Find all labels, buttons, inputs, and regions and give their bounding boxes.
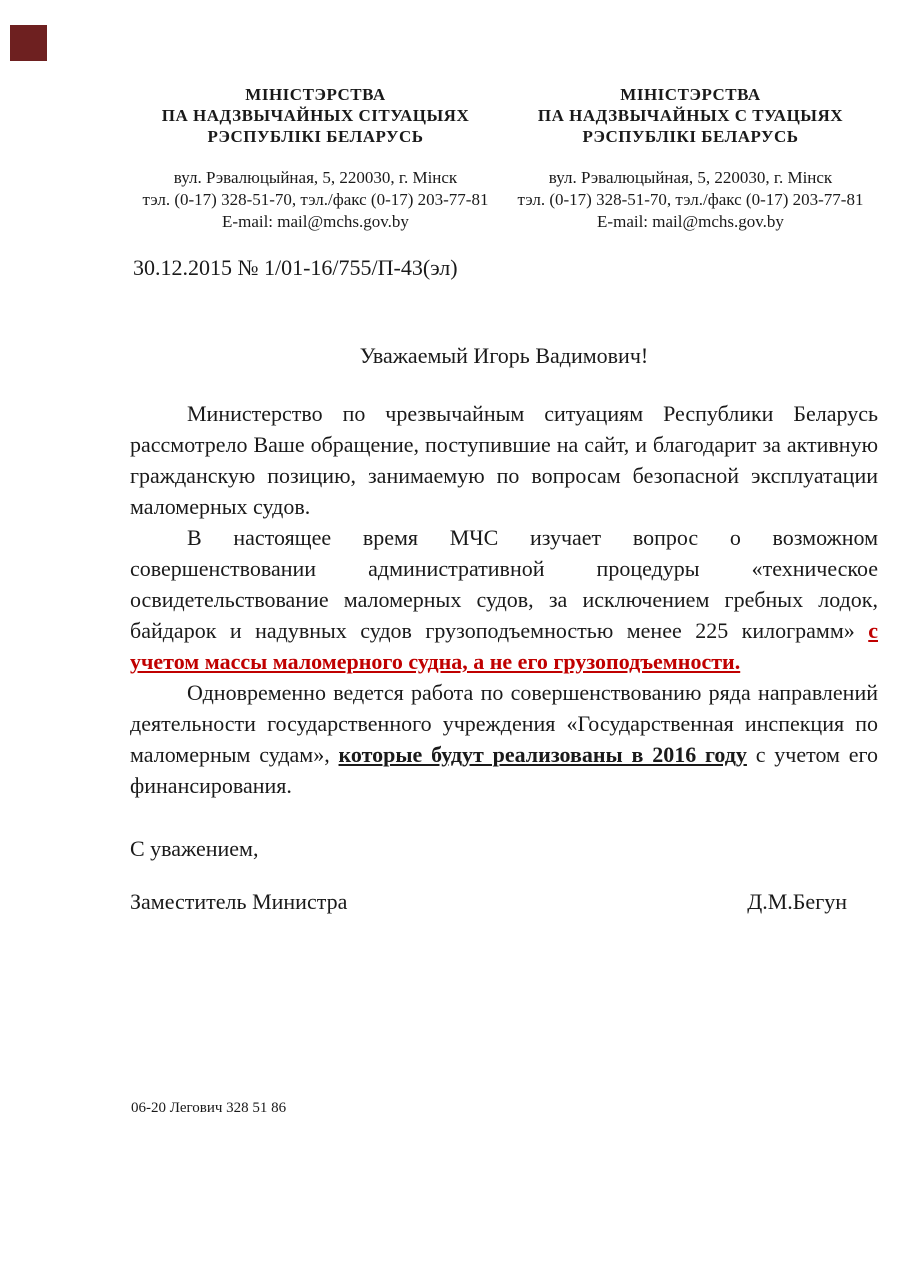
letterhead-right-column [503,84,878,233]
org-name-line: РЭСПУБЛІКІ БЕЛАРУСЬ [207,127,424,146]
phone-line: тэл. (0-17) 328-51-70, тэл./факс (0-17) 203-77-81 [142,190,489,209]
org-name-line: РЭСПУБЛІКІ БЕЛАРУСЬ [582,127,799,146]
signature-name: Д.М.Бегун [747,889,847,914]
org-address-right [503,167,878,233]
paragraph-2 [130,522,878,677]
signature-row [130,886,878,917]
paragraph-2-text: В настоящее время МЧС изучает вопрос о возможном совершенствовании административной процедуры «техническое освидетельствование маломерных судов, за исключением гребных лодок, байдарок и надувных судов грузоподъемностью менее 225 килограмм» [130,525,878,643]
org-address-left [128,167,503,233]
org-name-line: МІНІСТЭРСТВА [620,85,761,104]
red-square-stamp-icon [10,25,47,61]
address-line: вул. Рэвалюцыйная, 5, 220030, г. Мінск [548,168,833,187]
letterhead-left-column [128,84,503,233]
org-name-line: МІНІСТЭРСТВА [245,85,386,104]
paragraph-3-end: с учетом его финансирования. [130,742,878,798]
signature-position: Заместитель Министра [130,889,348,914]
org-name-line: ПА НАДЗВЫЧАЙНЫХ С ТУАЦЫЯХ [537,106,844,125]
closing-phrase: С уважением, [130,836,259,861]
paragraph-3-text: Одновременно ведется работа по совершенствованию ряда направлений деятельности государственного учреждения «Государственная инспекция по маломерным судам», [130,680,878,767]
red-highlight-text: с учетом массы маломерного судна, а не его грузоподъемности. [130,618,878,674]
address-line: вул. Рэвалюцыйная, 5, 220030, г. Мінск [173,168,458,187]
org-name-left [128,84,503,147]
org-name-line: ПА НАДЗВЫЧАЙНЫХ СІТУАЦЫЯХ [161,106,470,125]
letter-body [130,340,878,917]
email-line: E-mail: mail@mchs.gov.by [222,212,409,231]
paragraph-3 [130,677,878,801]
phone-line: тэл. (0-17) 328-51-70, тэл./факс (0-17) 203-77-81 [517,190,864,209]
bold-highlight-text: которые будут реализованы в 2016 году [338,742,747,767]
org-name-right [503,84,878,147]
paragraph-1: Министерство по чрезвычайным ситуациям Республики Беларусь рассмотрело Ваше обращение, поступившие на сайт, и благодарит за активную гражданскую позицию, занимаемую по вопросам безопасной эксплуатации маломерных судов. [130,401,878,519]
email-line: E-mail: mail@mchs.gov.by [597,212,784,231]
salutation: Уважаемый Игорь Вадимович! [359,343,649,368]
letterhead [128,84,878,233]
executor-note: 06-20 Легович 328 51 86 [131,1100,287,1116]
reference-number-line: 30.12.2015 № 1/01-16/755/П-43(эл) [133,255,458,280]
